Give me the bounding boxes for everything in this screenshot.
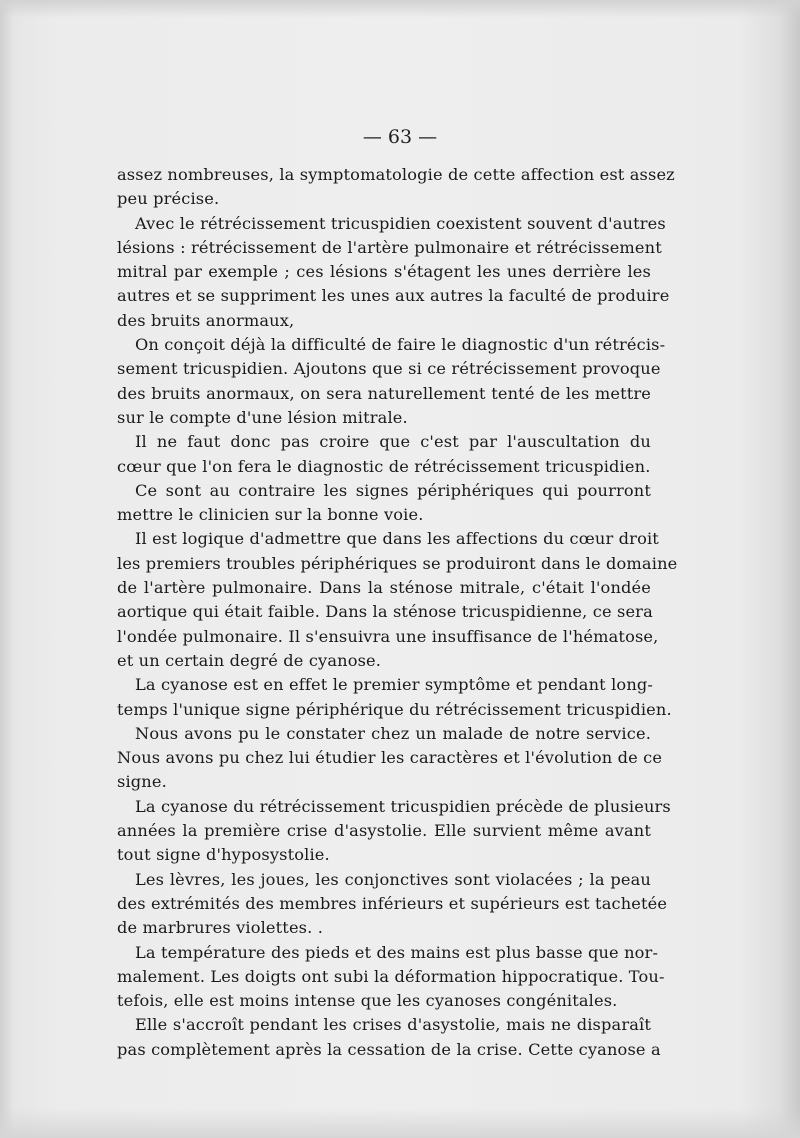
text-line: Il ne faut donc pas croire que c'est par l'auscultation du: [135, 432, 651, 452]
text-line: de l'artère pulmonaire. Dans la sténose mitrale, c'était l'ondée: [117, 578, 651, 598]
text-line: des bruits anormaux,: [117, 310, 295, 330]
text-line: Ce sont au contraire les signes périphériques qui pourront: [135, 480, 651, 500]
text-line: autres et se suppriment les unes aux autres la faculté de produire: [117, 286, 670, 306]
text-line: peu précise.: [117, 189, 220, 209]
text-line: cœur que l'on fera le diagnostic de rétrécissement tricuspidien.: [117, 456, 651, 476]
text-line: et un certain degré de cyanose.: [117, 650, 382, 670]
text-line: Avec le rétrécissement tricuspidien coexistent souvent d'autres: [135, 213, 666, 233]
text-line: l'ondée pulmonaire. Il s'ensuivra une insuffisance de l'hématose,: [117, 626, 659, 646]
text-line: Il est logique d'admettre que dans les affections du cœur droit: [135, 529, 659, 549]
text-line: tout signe d'hyposystolie.: [117, 845, 330, 865]
text-line: les premiers troubles périphériques se produiront dans le domaine: [117, 553, 678, 573]
text-line: années la première crise d'asystolie. Elle survient même avant: [117, 821, 651, 841]
text-line: assez nombreuses, la symptomatologie de cette affection est assez: [117, 165, 675, 184]
text-line: de marbrures violettes. .: [117, 918, 324, 938]
text-line: sement tricuspidien. Ajoutons que si ce rétrécissement provoque: [117, 359, 661, 379]
text-line: temps l'unique signe périphérique du rétrécissement tricuspidien.: [117, 699, 672, 719]
body-text: [117, 163, 678, 1062]
text-line: pas complètement après la cessation de la crise. Cette cyanose a: [117, 1039, 661, 1059]
text-line: La cyanose du rétrécissement tricuspidien précède de plusieurs: [135, 796, 671, 816]
paragraph: [117, 527, 678, 673]
page-shadow-bottom: [0, 1108, 800, 1138]
paragraph: [117, 941, 665, 1014]
paragraph: [117, 722, 663, 795]
text-line: lésions : rétrécissement de l'artère pulmonaire et rétrécissement: [117, 237, 662, 257]
paragraph: [117, 430, 651, 479]
paragraph: [117, 795, 671, 868]
text-line: mettre le clinicien sur la bonne voie.: [117, 505, 424, 525]
text-line: La cyanose est en effet le premier symptôme et pendant long-: [135, 675, 654, 695]
text-line: On conçoit déjà la difficulté de faire le diagnostic d'un rétrécis-: [135, 335, 666, 355]
paragraph: [117, 1013, 661, 1062]
paragraph: [117, 333, 666, 430]
text-line: malement. Les doigts ont subi la déformation hippocratique. Tou-: [117, 966, 665, 986]
paragraph: [117, 868, 668, 941]
text-line: des bruits anormaux, on sera naturellement tenté de les mettre: [117, 383, 651, 403]
text-line: des extrémités des membres inférieurs et supérieurs est tachetée: [117, 893, 668, 913]
text-line: Elle s'accroît pendant les crises d'asystolie, mais ne disparaît: [135, 1015, 651, 1035]
text-line: Les lèvres, les joues, les conjonctives sont violacées ; la peau: [135, 869, 651, 889]
text-line: mitral par exemple ; ces lésions s'étagent les unes derrière les: [117, 262, 651, 282]
paragraph: [117, 673, 672, 722]
text-line: tefois, elle est moins intense que les cyanoses congénitales.: [117, 991, 618, 1011]
text-line: La température des pieds et des mains est plus basse que nor-: [135, 942, 659, 962]
text-line: signe.: [117, 772, 167, 792]
page-number: — 63 —: [362, 126, 438, 148]
page-shadow-top: [0, 0, 800, 18]
paragraph: [117, 479, 651, 528]
text-line: aortique qui était faible. Dans la sténose tricuspidienne, ce sera: [117, 602, 653, 622]
paragraph: [117, 163, 675, 212]
text-line: Nous avons pu chez lui étudier les caractères et l'évolution de ce: [117, 748, 663, 768]
text-line: sur le compte d'une lésion mitrale.: [117, 407, 408, 427]
paragraph: [117, 212, 670, 333]
text-line: Nous avons pu le constater chez un malade de notre service.: [135, 723, 651, 743]
